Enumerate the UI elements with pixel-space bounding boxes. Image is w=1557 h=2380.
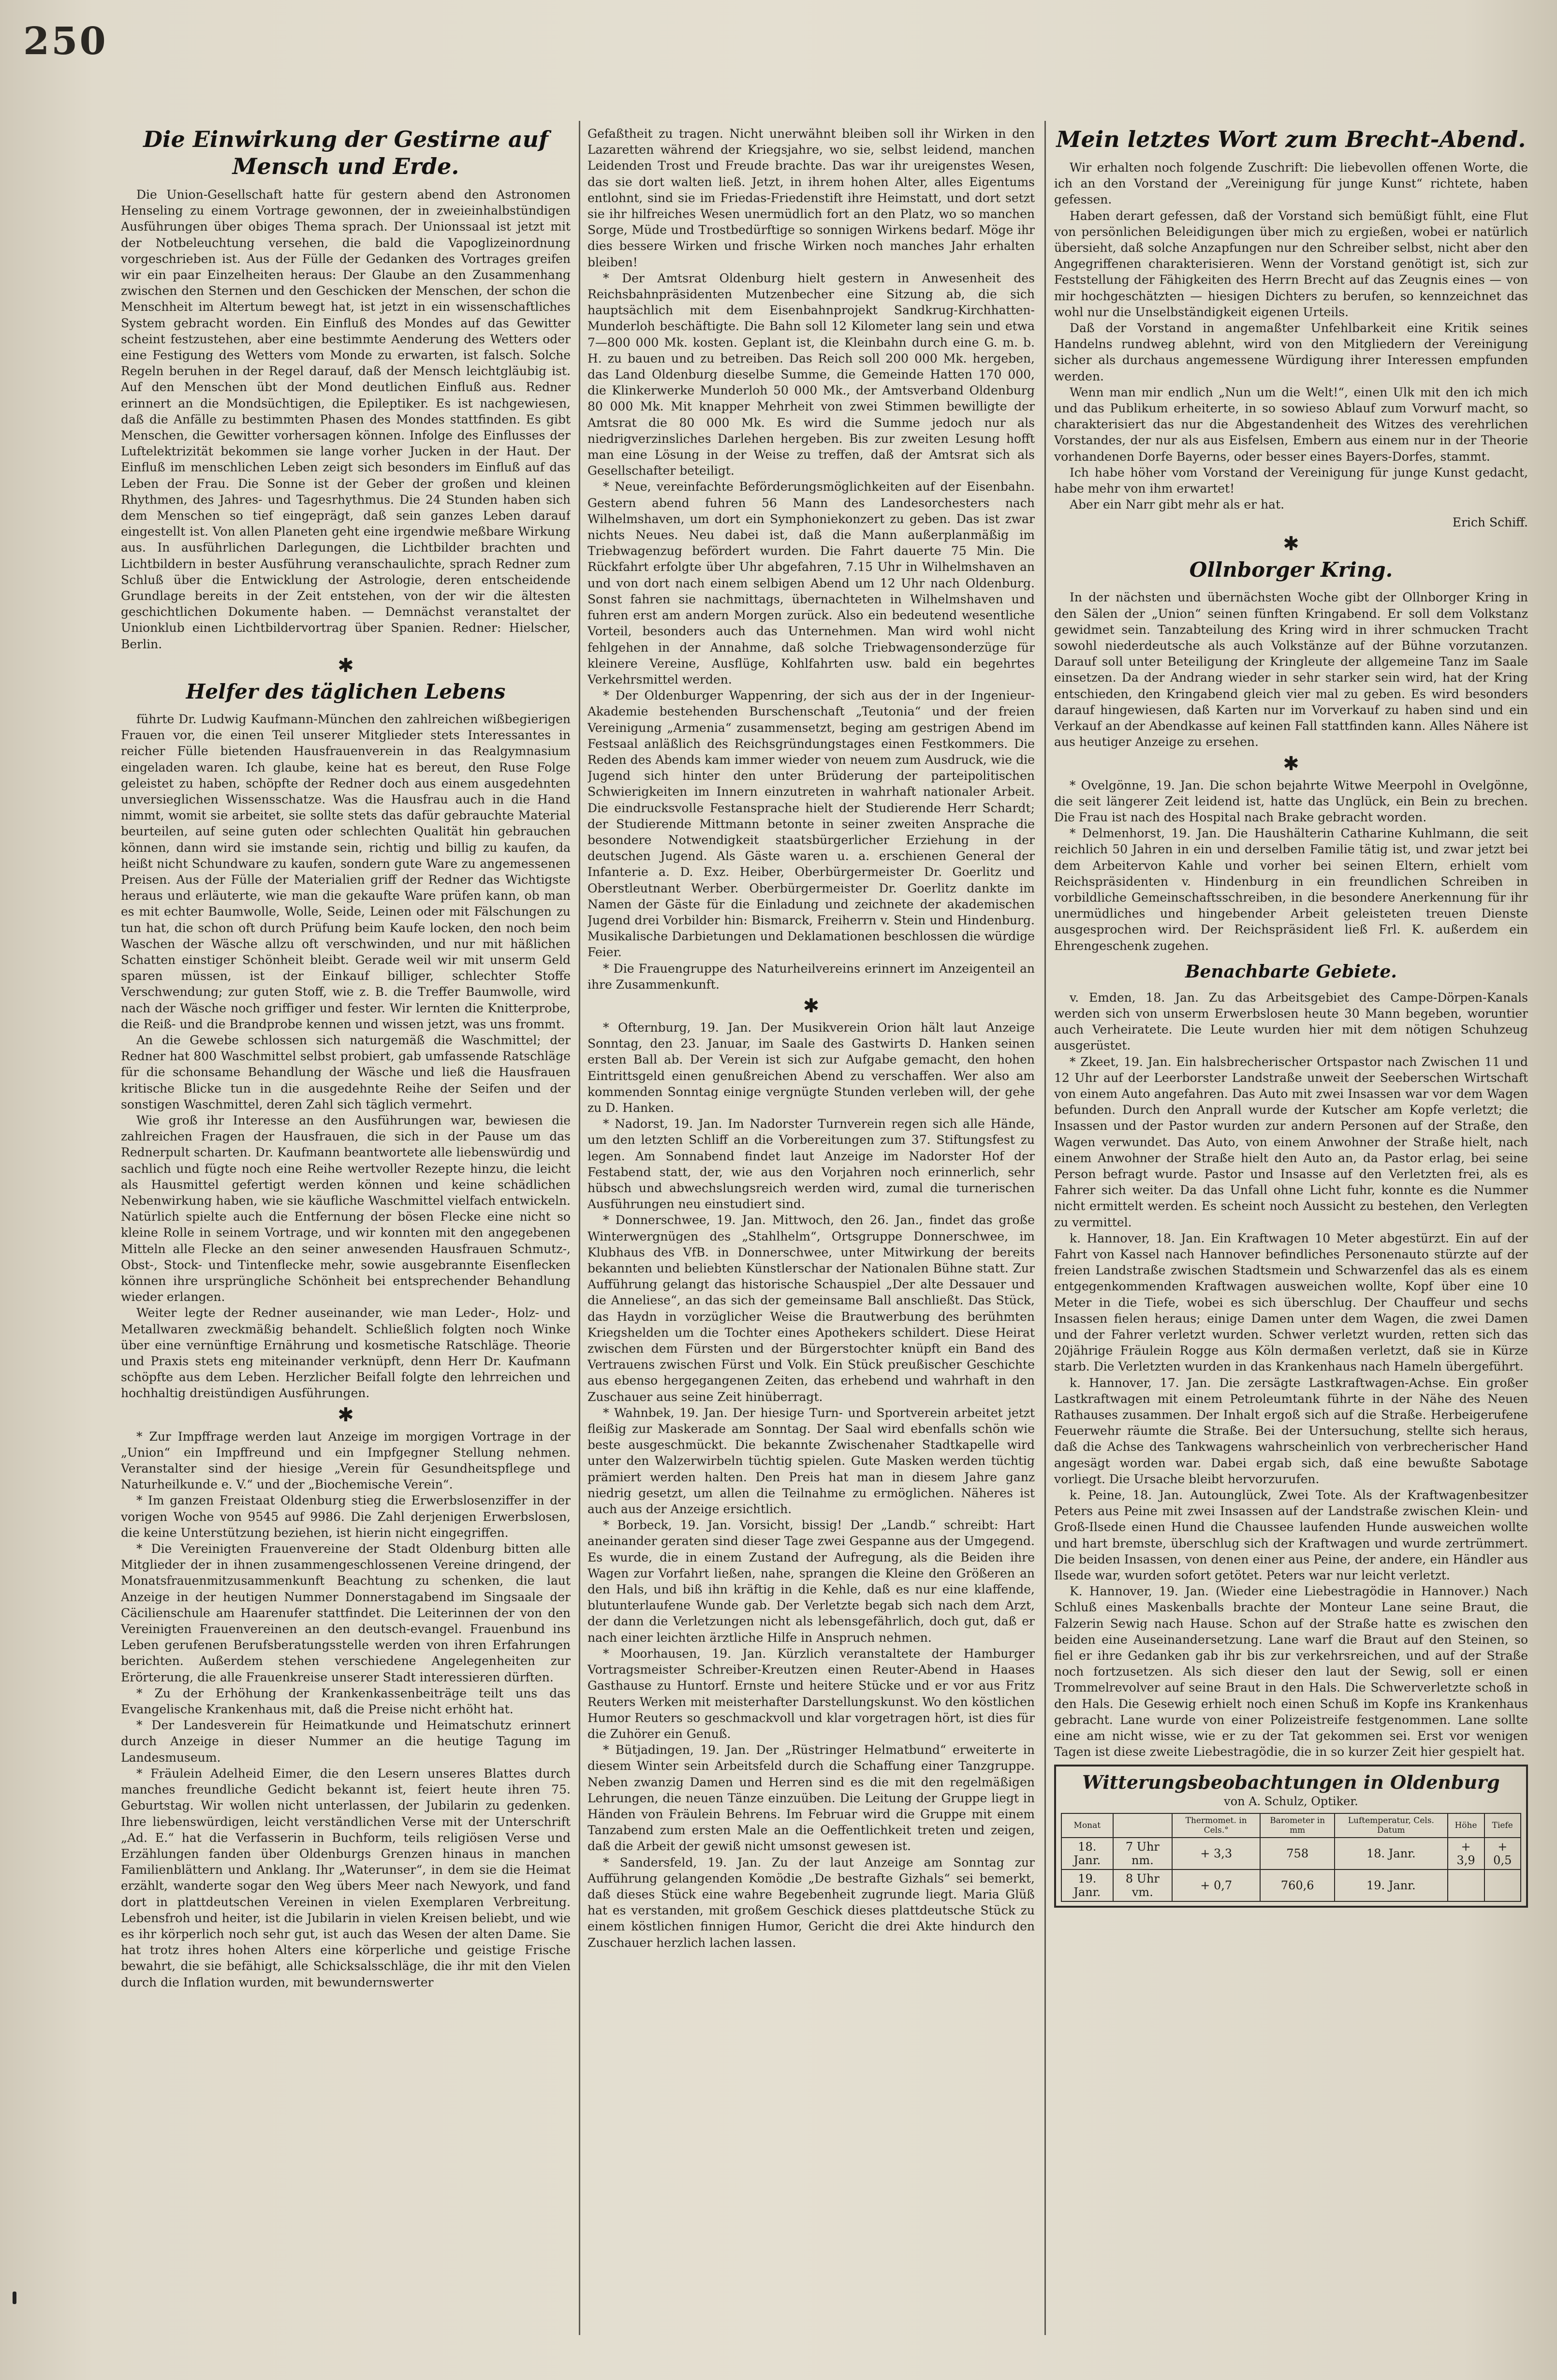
weather-header-cell [1113, 1813, 1172, 1838]
weather-cell [1484, 1869, 1521, 1901]
article-paragraph: Aber ein Narr gibt mehr als er hat. [1070, 497, 1285, 512]
notice-paragraph: * Im ganzen Freistaat Oldenburg stieg die Erwerbslosenziffer in der vorigen Woche von 9545 auf 9986. Die Zahl derjenigen Erwerbslosen, die keine Unterstützung beziehen, ist hierin nicht eingegriffen. [121, 1493, 571, 1540]
local-notice: * Ofternburg, 19. Jan. Der Musikverein Orion hält laut Anzeige Sonntag, den 23. Januar, im Saale des Gastwirts D. Hanken seinen ersten Ball ab. Der Verein ist sich zur Aufgabe gemacht, den hohen Eintrittsgeld einen genußreichen Abend zu verschaffen. Wer also am kommenden Sonntag einige vergnügte Stunden verleben will, der gehe zu D. Hanken. [588, 1020, 1035, 1115]
local-notice: * Nadorst, 19. Jan. Im Nadorster Turnverein regen sich alle Hände, um den letzten Schliff an die Vorbereitungen zum 37. Stiftungsfest zu legen. Am Sonnabend findet laut Anzeige im Nadorster Hof der Festabend statt, der, wie aus den Vorjahren noch erinnerlich, sehr hübsch und abwechslungsreich werden wird, zumal die turnerischen Ausführungen neu einstudiert sind. [588, 1117, 1035, 1212]
margin-mark [13, 2292, 16, 2304]
weather-observations-box [1054, 1765, 1528, 1908]
notice-paragraph: * Der Oldenburger Wappenring, der sich aus der in der Ingenieur-Akademie bestehenden Burschenschaft „Teutonia“ und der freien Vereinigung „Armenia“ zusammensetzt, beging am gestrigen Abend im Festsaal anläßlich des Reichsgründungstages einen Festkommers. Die Reden des Abends kam immer wieder von neuem zum Ausdruck, wie die Jugend sich hinter den unter Brüderung der parteipolitischen Schwierigkeiten im Innern einzutreten in wahrhaft nationaler Arbeit. Die eindrucksvolle Festansprache hielt der Studierende Herr Schardt; der Studierende Mittmann betonte in seiner zweiten Ansprache die besondere Notwendigkeit staatsbürgerlicher Erziehung in der deutschen Jugend. Als Gäste waren u. a. erschienen General der Infanterie a. D. Exz. Heiber, Oberbürgermeister Dr. Goerlitz und Oberstleutnant Werber. Oberbürgermeister Dr. Goerlitz dankte im Namen der Gäste für die Einladung und zeichnete der akademischen Jugend drei Vorbilder hin: Bismarck, Freiherrn v. Stein und Hindenburg. Musikalische Darbietungen und Deklamationen beschlossen die würdige Feier. [588, 688, 1035, 960]
weather-table-header [1061, 1813, 1521, 1838]
local-notice: * Delmenhorst, 19. Jan. Die Haushälterin Catharine Kuhlmann, die seit reichlich 50 Jahren in ein und derselben Familie tätig ist, und zwar jetzt bei dem Arbeitervon Kahle und vorher bei seinen Eltern, erhielt vom Reichspräsidenten v. Hindenburg in ein freundlichen Schreiben in vorbildliche Gemeinschaftsschreiben, in die besondere Anerkennung für ihr unermüdliches und hingebender Arbeit geleisteten treuen Dienste ausgesprochen wird. Der Reichspräsident ließ Frl. K. außerdem ein Ehrengeschenk zugehen. [1054, 826, 1528, 953]
separator-star-icon: ✱ [338, 1403, 354, 1426]
article-paragraph: Die Union-Gesellschaft hatte für gestern abend den Astronomen Henseling zu einem Vortrage gewonnen, der in zweieinhalbstündigen Ausführungen über obiges Thema sprach. Der Unionssaal ist jetzt mit der Notbeleuchtung versehen, die bald die Vapoglizeinordnung vorgeschrieben ist. Aus der Fülle der Gedanken des Vortrages greifen wir ein paar Einzelheiten heraus: Der Glaube an den Zusammenhang zwischen den Sternen und den Geschicken der Menschen, der schon die Menschheit im Altertum bewegt hat, ist jetzt in ein wissenschaftliches System gebracht worden. Ein Einfluß des Mondes auf das Gewitter scheint festzustehen, aber eine bestimmte Aenderung des Wetters oder eine Festigung des Wetters vom Monde zu erwarten, ist falsch. Solche Regeln beruhen in der Regel darauf, daß der Mensch leichtgläubig ist. Auf den Menschen übt der Mond deutlichen Einfluß aus. Redner erinnert an die Mondsüchtigen, die Epileptiker. Es ist nachgewiesen, daß die Anfälle zu bestimmten Phasen des Mondes stattfinden. Es gibt Menschen, die Gewitter vorhersagen können. Infolge des Einflusses der Luftelektrizität bekommen sie lange vorher Jucken in der Haut. Der Einfluß im menschlichen Leben zeigt sich besonders im Einfluß auf das Leben der Frau. Die Sonne ist der Geber der großen und kleinen Rhythmen, des Jahres- und Tagesrhythmus. Die 24 Stunden haben sich dem Menschen so tief eingeprägt, daß sein ganzes Leben darauf eingestellt ist. Von allen Planeten geht eine irgendwie meßbare Wirkung aus. In ausführlichen Darlegungen, die Lichtbilder brachten und Lichtbildern in bester Ausführung veranschaulichte, sprach Redner zum Schluß über die Entwicklung der Astrologie, deren entscheidende Grundlage bereits in der Zeit entstehen, von der wir die ältesten geschichtlichen Dokumente haben. — Demnächst veranstaltet der Unionklub einen Lichtbildervortrag über Spanien. Redner: Hielscher, Berlin. [121, 188, 571, 651]
local-notice: * Moorhausen, 19. Jan. Kürzlich veranstaltete der Hamburger Vortragsmeister Schreiber-Kreutzen einen Reuter-Abend in Haases Gasthause zu Huntorf. Ernste und heitere Stücke und er vor aus Fritz Reuters Werken mit meisterhafter Darstellungskunst. Wo den köstlichen Humor Reuters so geschmackvoll und klar vorgetragen hört, ist dies für die Zuhörer ein Genuß. [588, 1646, 1035, 1741]
notice-paragraph: * Fräulein Adelheid Eimer, die den Lesern unseres Blattes durch manches freundliche Gedicht bekannt ist, feiert heute ihren 75. Geburtstag. Wir wollen nicht unterlassen, der Jubilarin zu gedenken. Ihre liebenswürdigen, leicht verständlichen Verse mit der Unterschrift „Ad. E.“ hat die Verfasserin in Buchform, teils religiösen Verse und Erzählungen fanden über Oldenburgs Grenzen hinaus in manchen Familienblättern und Anklang. Ihr „Waterunser“, in dem sie die Heimat erzählt, wanderte sogar den Weg übers Meer nach Newyork, und fand dort in plattdeutschen Vereinen in vielen Exemplaren Verbreitung. Lebensfroh und heiter, ist die Jubilarin in vielen Kreisen beliebt, und wie es ihr körperlich noch sehr gut, ist auch das Wesen der alten Dame. Sie hat trotz ihres hohen Alters eine körperliche und geistige Frische bewahrt, die sie befähigt, alle Schicksalsschläge, die ihr mit den Vielen durch die Inflation wurden, mit bewundernswerter [121, 1766, 571, 1989]
article-paragraph: Wie groß ihr Interesse an den Ausführungen war, bewiesen die zahlreichen Fragen der Hausfrauen, die sich in der Pause um das Rednerpult scharten. Dr. Kaufmann beantwortete alle liebenswürdig und sachlich und fügte noch eine Reihe wertvoller Rezepte hinzu, die leicht als Hausmittel gefertigt werden können und keine schädlichen Nebenwirkung haben, wie sie käufliche Waschmittel vielfach entwickeln. Natürlich spielte auch die Entfernung der bösen Flecke eine nicht so kleine Rolle in seinem Vortrage, und wir konnten mit den angegebenen Mitteln alle Flecke an den seiner anwesenden Hausfrauen Schmutz-, Obst-, Stock- und Tintenflecke mehr, sowie ausgebrannte Eisenflecken können ihre ursprüngliche Schönheit bei entsprechender Behandlung wieder erlangen. [121, 1113, 571, 1304]
notice-paragraph: * Die Frauengruppe des Naturheilvereins erinnert im Anzeigenteil an ihre Zusammenkunft. [588, 961, 1035, 992]
column-rule [579, 121, 580, 2335]
weather-cell: 18. Janr. [1061, 1838, 1113, 1869]
article-title: Helfer des täglichen Lebens [186, 679, 506, 703]
local-notice: * Ovelgönne, 19. Jan. Die schon bejahrte Witwe Meerpohl in Ovelgönne, die seit längerer Zeit leidend ist, hatte das Unglück, ein Bein zu brechen. Die Frau ist nach des Hospital nach Brake gebracht worden. [1054, 778, 1528, 824]
weather-cell: + 3,9 [1448, 1838, 1484, 1869]
weather-cell: 19. Janr. [1061, 1869, 1113, 1901]
weather-cell: + 3,3 [1172, 1838, 1260, 1869]
article-paragraph: * Zkeet, 19. Jan. Ein halsbrecherischer Ortspastor nach Zwischen 11 und 12 Uhr auf der Leerborster Landstraße unweit der Seeberschen Wirtschaft von einem Auto angefahren. Das Auto mit zwei Insassen war vor dem Wagen befunden. Durch den Anprall wurde der Kutscher am Kopfe verletzt; die Insassen und der Pastor wurden zur andern Personen auf der Straße, den Wagen verwundet. Das Auto, von einem Anwohner der Straße hielt, nach einem Anwohner der Straße hielt den Auto an, da Pastor erlag, bei seine Person befragt wurde. Pastor und Insasse auf den Verletzten frei, als es Fahrer sich weiter. Da das Unfall ohne Licht fuhr, konnte es die Nummer nicht ermittelt werden. Es scheint noch Aussicht zu bestehen, den Verlegten zu vermittel. [1054, 1054, 1528, 1229]
weather-cell: 18. Janr. [1335, 1838, 1447, 1869]
article-paragraph: k. Hannover, 18. Jan. Ein Kraftwagen 10 Meter abgestürzt. Ein auf der Fahrt von Kassel nach Hannover befindliches Personenauto stürzte auf der freien Landstraße zwischen Stadtsmein und Schwarzenfel das als es einem entgegenkommenden Kraftwagen ausweichen wollte, Kopf über eine 10 Meter in die Tiefe, wobei es sich überschlug. Der Chauffeur und sechs Insassen fielen heraus; einige Damen unter dem Wagen, die zwei Damen und der Fahrer verletzt wurden. Schwer verletzt wurden, retten sich das 20jährige Fräulein Rogge aus Köln dermaßen verletzt, daß sie in Kürze starb. Die Verletzten wurden in das Krankenhaus nach Hameln übergeführt. [1054, 1231, 1528, 1374]
weather-table-row [1061, 1838, 1521, 1869]
article-paragraph: Wenn man mir endlich „Nun um die Welt!“, einen Ulk mit den ich mich und das Publikum erheiterte, in so sowieso Ablauf zum Vorwurf macht, so charakterisiert das nur die Abgestandenheit des Witzes des verehrlichen Vorstandes, der nur als aus Eisfelsen, Embern aus einem nur in der Theorie vorhandenen Dorfe Bayerns, oder besser eines Bayers-Dorfes, stammt. [1054, 385, 1528, 464]
article-paragraph: Ich habe höher vom Vorstand der Vereinigung für junge Kunst gedacht, habe mehr von ihm erwartet! [1054, 465, 1528, 496]
article-signature: Erich Schiff. [1452, 515, 1528, 530]
weather-cell: 7 Uhr nm. [1113, 1838, 1172, 1869]
column-2 [588, 126, 1035, 2330]
notice-paragraph: * Der Amtsrat Oldenburg hielt gestern in Anwesenheit des Reichsbahnpräsidenten Mutzenbecher eine Sitzung ab, die sich hauptsächlich mit dem Eisenbahnprojekt Sandkrug-Kirchhatten-Munderloh beschäftigte. Die Bahn soll 12 Kilometer lang sein und etwa 7—800 000 Mk. kosten. Geplant ist, die Kleinbahn durch eine G. m. b. H. zu bauen und zu betreiben. Das Reich soll 200 000 Mk. hergeben, das Land Oldenburg dieselbe Summe, die Gemeinde Hatten 170 000, die Klinkerwerke Munderloh 50 000 Mk., der Amtsverband Oldenburg 80 000 Mk. Mit knapper Mehrheit von zwei Stimmen bewilligte der Amtsrat die 80 000 Mk. Es wird die Summe jedoch nur als niedrigverzinsliches Darlehen hergeben. Bis zur zweiten Lesung hofft man eine Lösung in der Weise zu treffen, daß der Amtsrat sich als Gesellschafter beteiligt. [588, 271, 1035, 478]
notice-paragraph: * Der Landesverein für Heimatkunde und Heimatschutz erinnert durch Anzeige in dieser Nummer an die heutige Tagung im Landesmuseum. [121, 1718, 571, 1765]
local-notice: * Donnerschwee, 19. Jan. Mittwoch, den 26. Jan., findet das große Winterwergnügen des „Stahlhelm“, Ortsgruppe Donnerschwee, im Klubhaus des VfB. in Donnerschwee, unter Mitwirkung der bereits bekannten und beliebten Künstlerschar der Nationalen Bühne statt. Zur Aufführung gelangt das historische Schauspiel „Der alte Dessauer und die Anneliese“, an das sich der gemeinsame Ball anschließt. Das Stück, das Haydn in vorzüglicher Weise die Brautwerbung des berühmten Kriegshelden um die Tochter eines Apothekers schildert. Diese Heirat zwischen dem Fürsten und der Bürgerstochter knüpft ein Band des Vertrauens zwischen Fürst und Volk. Ein Stück preußischer Geschichte aus ebenso hergegangenen Zeiten, das erhebend und wahrhaft in den Zuschauer aus seine Zeit hinüberragt. [588, 1213, 1035, 1404]
weather-cell: + 0,5 [1484, 1838, 1521, 1869]
weather-table [1061, 1813, 1521, 1902]
notice-paragraph: * Zur Impffrage werden laut Anzeige im morgigen Vortrage in der „Union“ ein Impffreund und ein Impfgegner Stellung nehmen. Veranstalter sind der hiesige „Verein für Gesundheitspflege und Naturheilkunde e. V.“ und der „Biochemische Verein“. [121, 1429, 571, 1492]
weather-header-cell: Thermomet. in Cels.° [1172, 1813, 1260, 1838]
local-notice: * Wahnbek, 19. Jan. Der hiesige Turn- und Sportverein arbeitet jetzt fleißig zur Maskerade am Sonntag. Der Saal wird ebenfalls schön wie beste ausgeschmückt. Die bekannte Zwischenaher Stadtkapelle wird unter den Walzerwirbeln tüchtig spielen. Gute Masken werden tüchtig prämiert werden halten. Den Preis hat man in diesem Jahre ganz niedrig gesetzt, um allen die Teilnahme zu ermöglichen. Näheres ist auch aus der Anzeige ersichtlich. [588, 1405, 1035, 1517]
weather-header-cell: Tiefe [1484, 1813, 1521, 1838]
weather-cell: 758 [1260, 1838, 1335, 1869]
continuation-paragraph: Gefaßtheit zu tragen. Nicht unerwähnt bleiben soll ihr Wirken in den Lazaretten während der Kriegsjahre, wo sie, selbst leidend, manchen Leidenden Trost und Freude brachte. Das war ihr ureigenstes Wesen, das sie dort walten ließ. Jetzt, in ihrem hohen Alter, alles Eigentums entlohnt, sind sie im Friedas-Friedenstift ihre Heimstatt, und dort setzt sie ihr hilfreiches Wesen unermüdlich fort an den Platz, wo so manchen Sorge, Müde und Trostbedürftige so sonnigen Wirkens bedarf. Möge ihr dies bessere Wirken und frische Wirken noch manches Jahr erhalten bleiben! [588, 127, 1035, 269]
weather-cell: 8 Uhr vm. [1113, 1869, 1172, 1901]
weather-subtitle: von A. Schulz, Optiker. [1224, 1795, 1358, 1809]
weather-header-cell: Barometer in mm [1260, 1813, 1335, 1838]
weather-cell: 19. Janr. [1335, 1869, 1447, 1901]
page-number: 250 [23, 19, 108, 63]
separator-star-icon: ✱ [338, 654, 354, 677]
weather-cell [1448, 1869, 1484, 1901]
column-1 [121, 126, 571, 2330]
article-paragraph: Weiter legte der Redner auseinander, wie man Leder-, Holz- und Metallwaren zweckmäßig behandelt. Schließlich folgten noch Winke über eine vernünftige Ernährung und kosmetische Ratschläge. Theorie und Praxis stets eng miteinander verknüpft, denn Herr Dr. Kaufmann schöpfte aus dem Leben. Herzlicher Beifall folgte den lehrreichen und hochhaltig dreistündigen Ausführungen. [121, 1306, 571, 1401]
local-notice: * Bütjadingen, 19. Jan. Der „Rüstringer Helmatbund“ erweiterte in diesem Winter sein Arbeitsfeld durch die Schaffung einer Tanzgruppe. Neben zwanzig Damen und Herren sind es die mit den regelmäßigen Lehrungen, die neuen Tänze einzuüben. Die Leitung der Gruppe liegt in Händen von Fräulein Behrens. Im Februar wird die Gruppe mit einem Tanzabend zum ersten Male an die Oeffentlichkeit treten und zeigen, daß die Arbeit der gewiß nicht umsonst gewesen ist. [588, 1743, 1035, 1854]
local-notice: * Borbeck, 19. Jan. Vorsicht, bissig! Der „Landb.“ schreibt: Hart aneinander geraten sind dieser Tage zwei Gespanne aus der Umgegend. Es wurde, die in einem Zustand der Aufregung, als die Beiden ihre Wagen zur Vorfahrt ließen, nahe, sprangen die Kleine den Größeren an den Hals, und biß ihn kräftig in die Kehle, daß es nur eine klaffende, blutunterlaufene Wunde gab. Der Verletzte begab sich nach dem Arzt, der dann die Verletzungen nicht als lebensgefährlich, doch gut, daß er nach einer leichten ärztliche Hilfe in Anspruch nehmen. [588, 1518, 1035, 1645]
column-3 [1054, 126, 1528, 2330]
separator-star-icon: ✱ [1283, 752, 1299, 775]
notice-paragraph: * Zu der Erhöhung der Krankenkassenbeiträge teilt uns das Evangelische Krankenhaus mit, daß die Preise nicht erhöht hat. [121, 1686, 571, 1717]
article-paragraph: An die Gewebe schlossen sich naturgemäß die Waschmittel; der Redner hat 800 Waschmittel selbst probiert, gab umfassende Ratschläge für die schonsame Behandlung der Wäsche und ließ die Hausfrauen kritische Blicke tun in die ausgedehnte Reihe der Seifen und der sonstigen Waschmittel, deren Zahl sich täglich vermehrt. [121, 1033, 571, 1111]
article-title: Mein letztes Wort zum Brecht-Abend. [1056, 126, 1526, 152]
article-title: Benachbarte Gebiete. [1185, 961, 1397, 982]
article-title: Die Einwirkung der Gestirne auf Mensch und Erde. [143, 126, 548, 179]
article-paragraph: K. Hannover, 19. Jan. (Wieder eine Liebestragödie in Hannover.) Nach Schluß eines Maskenballs brachte der Monteur Lane seine Braut, die Falzerin Sewig nach Hause. Schon auf der Straße hatte es zwischen den beiden eine Auseinandersetzung. Lane warf die Braut auf den Steinen, so fiel er ihre Gedanken gab ihr bis zur verkehrsreichen, und auf der Straße noch fortzusetzen. Als sich dieser den laut der Sewig, soll er einen Trommelrevolver auf seine Braut in den Hals. Die Schwerverletzte schoß in den Hals. Die Gesewig erhielt noch einen Schuß im Kopfe ins Krankenhaus gebracht. Lane wurde von einer Polizeistreife festgenommen. Lane sollte eine am nicht wisse, wie er zu der Tat gekommen sei. Erst vor wenigen Tagen ist diese zweite Liebestragödie, die in so kurzer Zeit hier gespielt hat. [1054, 1584, 1528, 1759]
article-paragraph: v. Emden, 18. Jan. Zu das Arbeitsgebiet des Campe-Dörpen-Kanals werden sich von unserm Erwerbslosen heute 30 Mann begeben, woruntier auch Verheiratete. Die Leute wurden hier mit dem nötigen Schuhzeug ausgerüstet. [1054, 990, 1528, 1053]
column-rule [1044, 121, 1046, 2335]
weather-table-row [1061, 1869, 1521, 1901]
article-paragraph: k. Peine, 18. Jan. Autounglück, Zwei Tote. Als der Kraftwagenbesitzer Peters aus Peine mit zwei Insassen auf der Landstraße zwischen Klein- und Groß-Ilsede einen Hund die Chaussee laufenden Hunde ausweichen wollte und hart bremste, überschlug sich der Kraftwagen und wurde zertrümmert. Die beiden Insassen, von denen einer aus Peine, der andere, ein Händler aus Ilsede war, wurden sofort getötet. Peters war nur leicht verletzt. [1054, 1488, 1528, 1583]
weather-header-cell: Luftemperatur, Cels. Datum [1335, 1813, 1447, 1838]
weather-header-cell: Höhe [1448, 1813, 1484, 1838]
article-paragraph: Haben derart gefessen, daß der Vorstand sich bemüßigt fühlt, eine Flut von persönlichen Beleidigungen über mich zu ergießen, wobei er natürlich übersieht, daß solche Anzapfungen nur den Schreiber selbst, nicht aber den Angegriffenen charakterisieren. Wenn der Vorstand genötigt ist, sich zur Feststellung der Fähigkeiten des Herrn Brecht auf das Zeugnis eines — von mir hochgeschätzten — hiesigen Dichters zu berufen, so kennzeichnet das wohl nur die Unselbständigkeit eigenen Urteils. [1054, 208, 1528, 319]
article-paragraph: In der nächsten und übernächsten Woche gibt der Ollnborger Kring in den Sälen der „Union“ seinen fünften Kringabend. Er soll dem Volkstanz gewidmet sein. Tanzabteilung des Kring wird in ihrer schmucken Tracht sowohl niederdeutsche als auch Volkstänze auf der Bühne vorzutanzen. Darauf soll unter Beteiligung der Kringleute der allgemeine Tanz im Saale einsetzen. Da der Andrang wieder in sehr starker sein wird, hat der Kring entschieden, den Kringabend gleich vier mal zu geben. Es wird besonders darauf hingewiesen, daß Karten nur im Vorverkauf zu haben sind und ein Verkauf an der Abendkasse auf keinen Fall stattfinden kann. Alles Nähere ist aus heutiger Anzeige zu ersehen. [1054, 590, 1528, 749]
separator-star-icon: ✱ [1283, 533, 1299, 555]
weather-header-cell: Monat [1061, 1813, 1113, 1838]
local-notice: * Sandersfeld, 19. Jan. Zu der laut Anzeige am Sonntag zur Aufführung gelangenden Komödie „De bestrafte Gizhals“ sei bemerkt, daß dieses Stück eine wahre Begebenheit zugrunde liegt. Maria Glüß hat es verstanden, mit großem Geschick dieses plattdeutsche Stück zu einem köstlichen finnigen Humor, Gericht die drei Akte hindurch den Zuschauer herzlich lachen lassen. [588, 1855, 1035, 1950]
article-paragraph: Daß der Vorstand in angemaßter Unfehlbarkeit eine Kritik seines Handelns rundweg ablehnt, wird von den Mitgliedern der Vereinigung sicher als durchaus angemessene Würdigung ihrer Interessen empfunden werden. [1054, 321, 1528, 383]
article-paragraph: führte Dr. Ludwig Kaufmann-München den zahlreichen wißbegierigen Frauen vor, die einen Teil unserer Mitglieder stets Interessantes in reicher Fülle bietenden Hausfrauenverein in das Realgymnasium eingeladen waren. Ich glaube, keine hat es bereut, den Ruse Folge geleistet zu haben, schöpfte der Redner doch aus einem ausgedehnten unversieglichen Wissensschatze. Was die Hausfrau auch in die Hand nimmt, womit sie arbeitet, sie sollte stets das dafür gebrauchte Material beurteilen, auf seine guten oder schlechten Qualität hin gebrauchen können, dann wird sie imstande sein, richtig und billig zu kaufen, da heißt nicht Schundware zu kaufen, sondern gute Ware zu angemessenen Preisen. Aus der Fülle der Materialien griff der Redner das Wichtigste heraus und erläuterte, wie man die gekaufte Ware prüfen kann, ob man es mit echter Baumwolle, Wolle, Seide, Leinen oder mit Fälschungen zu tun hat, die schon oft durch Prüfung beim Kaufe locken, den noch beim Waschen der Wäsche allzu oft verschwinden, und nur mit häßlichen Schatten einstiger Schönheit bleibt. Gerade weil wir mit unserm Geld sparen müssen, ist der Einkauf billiger, schlechter Stoffe Verschwendung; zur guten Stoff, wie z. B. die Treffer Baumwolle, wird nach der Wäsche noch griffiger und fester. Wir lernten die Knitterprobe, die Reiß- und die Brandprobe kennen und wissen jetzt, was uns frommt. [121, 712, 571, 1031]
article-title: Ollnborger Kring. [1189, 558, 1393, 582]
separator-star-icon: ✱ [803, 994, 820, 1017]
article-paragraph: k. Hannover, 17. Jan. Die zersägte Lastkraftwagen-Achse. Ein großer Lastkraftwagen mit einem Petroleumtank führte in der Nähe des Neuen Rathauses zusammen. Der Inhalt ergoß sich auf die Straße. Herbeigerufene Feuerwehr räumte die Straße. Bei der Untersuchung, stellte sich heraus, daß die Achse des Tankwagens wahrscheinlich von verbrecherischer Hand angesägt worden war. Dabei ergab sich, daß eine bewußte Sabotage vorliegt. Die Ursache bleibt hervorzurufen. [1054, 1375, 1528, 1486]
weather-title: Witterungsbeobachtungen in Oldenburg [1082, 1771, 1500, 1794]
weather-cell: 760,6 [1260, 1869, 1335, 1901]
notice-paragraph: * Neue, vereinfachte Beförderungsmöglichkeiten auf der Eisenbahn. Gestern abend fuhren 56 Mann des Landesorchesters nach Wilhelmshaven, um dort ein Symphoniekonzert zu geben. Das ist zwar nichts Neues. Neu dabei ist, daß die Mann außerplanmäßig im Triebwagenzug befördert wurden. Die Fahrt dauerte 75 Min. Die Rückfahrt erfolgte über Uhr abgefahren, 7.15 Uhr in Wilhelmshaven an und von dort nach einem selbigen Abend um 12 Uhr nach Oldenburg. Sonst fahren sie nachmittags, übernachteten in Wilhelmshaven und fuhren erst am andern Morgen zurück. Also ein bedeutend wesentliche Vorteil, besonders auch das Unternehmen. Man wird wohl nicht fehlgehen in der Annahme, daß solche Triebwagensonderzüge für kleinere Vereine, Ausflüge, Kohlfahrten usw. bald ein begehrtes Verkehrsmittel werden. [588, 480, 1035, 686]
weather-cell: + 0,7 [1172, 1869, 1260, 1901]
article-paragraph: Wir erhalten noch folgende Zuschrift: Die liebevollen offenen Worte, die ich an den Vorstand der „Vereinigung für junge Kunst“ richtete, haben gefessen. [1054, 161, 1528, 207]
notice-paragraph: * Die Vereinigten Frauenvereine der Stadt Oldenburg bitten alle Mitglieder der in ihnen zusammengeschlossenen Vereine dringend, der Monatsfrauenmitzusammenkunft Beachtung zu schenken, die laut Anzeige in der heutigen Nummer Donnerstagabend im Singsaale der Cäcilienschule am Haarenufer stattfindet. Die Leiterinnen der von den Vereinigten Frauenvereinen an den deutsch-evangel. Frauenbund ins Leben gerufenen Berufsberatungsstelle werden von ihren Erfahrungen berichten. Außerdem stehen verschiedene Angelegenheiten zur Erörterung, die alle Frauenkreise unserer Stadt interessieren dürften. [121, 1542, 571, 1684]
